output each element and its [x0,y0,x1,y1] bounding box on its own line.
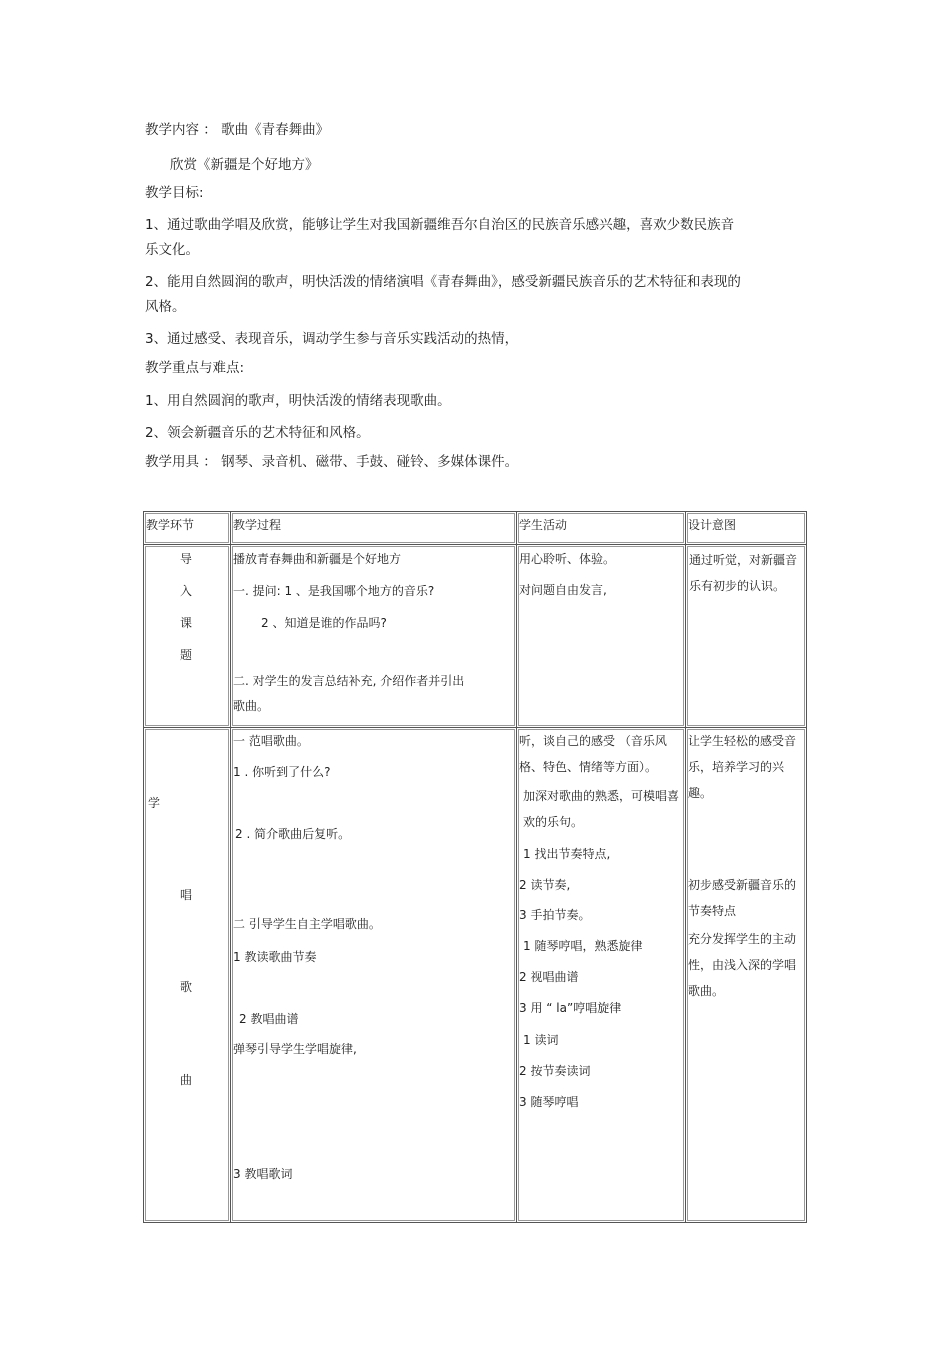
row1-stage-char: 导 [180,552,193,566]
lesson-table [143,511,807,1223]
row2-process-line: 2 . 简介歌曲后复听。 [235,827,351,841]
row1-activity-line: 用心聆听、体验。 [519,552,616,566]
row2-activity-line: 1 读词 [523,1033,559,1047]
row1-activity-line: 对问题自由发言, [519,583,607,597]
row2-stage-cell [143,727,231,1223]
row2-activity-line: 2 读节奏, [519,878,571,892]
row1-process-line: 播放青春舞曲和新疆是个好地方 [233,552,402,566]
row1-intent-text: 通过听觉，对新疆音乐有初步的认识。 [689,553,798,593]
row1-process-line: 一. 提问: 1 、是我国哪个地方的音乐? [233,584,435,598]
keypoint-2: 2、领会新疆音乐的艺术特征和风格。 [145,425,370,441]
row2-activity-cell [516,727,686,1223]
header-intent-label: 设计意图 [688,518,737,532]
keypoints-title: 教学重点与难点: [145,360,245,376]
row2-intent-text: 让学生轻松的感受音乐，培养学习的兴趣。 [688,734,797,800]
header-cell-intent [685,511,807,545]
row2-process-line: 1 . 你听到了什么? [233,765,331,779]
header-stage-label: 教学环节 [146,518,195,532]
header-activity-label: 学生活动 [519,518,568,532]
keypoint-1: 1、用自然圆润的歌声，明快活泼的情绪表现歌曲。 [145,393,451,409]
row2-process-line: 弹琴引导学生学唱旋律, [233,1042,357,1056]
row2-process-line: 二 引导学生自主学唱歌曲。 [233,917,381,931]
row2-stage-char: 唱 [180,888,193,902]
row2-intent-text: 初步感受新疆音乐的节奏特点 [688,878,797,918]
row1-stage-char: 入 [180,584,193,598]
objective-3: 3、通过感受、表现音乐，调动学生参与音乐实践活动的热情， [145,331,519,347]
content-line: 教学内容 ： 歌曲《青春舞曲》 [145,122,330,138]
row2-activity-line: 听，谈自己的感受 （音乐风格、特色、情绪等方面）。 [519,734,667,774]
objective-2: 2、能用自然圆润的歌声，明快活泼的情绪演唱《青春舞曲》，感受新疆民族音乐的艺术特征和表现的风格。 [145,274,741,315]
row2-intent-text: 充分发挥学生的主动性，由浅入深的学唱歌曲。 [688,932,797,998]
row2-process-line: 3 教唱歌词 [233,1167,293,1181]
row1-stage-char: 课 [180,616,193,630]
row2-process-line: 1 教读歌曲节奏 [233,950,317,964]
row2-activity-line: 1 随琴哼唱，熟悉旋律 [523,939,643,953]
row2-process-cell [230,727,517,1223]
objectives-title: 教学目标: [145,185,204,201]
row1-stage-char: 题 [180,648,193,662]
row1-activity-cell [516,544,686,728]
row2-activity-line: 3 手拍节奏。 [519,908,591,922]
row2-intent-cell [685,727,807,1223]
row2-activity-line: 1 找出节奏特点, [523,847,611,861]
row1-process-cell [230,544,517,728]
objective-1: 1、通过歌曲学唱及欣赏，能够让学生对我国新疆维吾尔自治区的民族音乐感兴趣，喜欢少数民族音乐文化。 [145,217,735,258]
row2-activity-line: 2 按节奏读词 [519,1064,591,1078]
row1-intent-cell [685,544,807,728]
appreciation-line: 欣赏《新疆是个好地方》 [170,157,319,173]
row2-activity-line: 3 随琴哼唱 [519,1095,579,1109]
row2-process-line: 2 教唱曲谱 [239,1012,299,1026]
header-cell-stage [143,511,231,545]
row1-process-line: 2 、知道是谁的作品吗? [261,616,387,630]
row2-activity-line: 3 用 “ la”哼唱旋律 [519,1001,622,1015]
row2-activity-line: 加深对歌曲的熟悉，可模唱喜欢的乐句。 [523,789,680,829]
tools-line: 教学用具 ： 钢琴、录音机、磁带、手鼓、碰铃、多媒体课件。 [145,454,519,470]
row2-activity-line: 2 视唱曲谱 [519,970,579,984]
row1-process-line: 歌曲。 [233,699,270,713]
row1-process-line: 二. 对学生的发言总结补充, 介绍作者并引出 [233,674,465,688]
header-cell-process [230,511,517,545]
header-cell-activity [516,511,686,545]
header-process-label: 教学过程 [233,518,282,532]
row2-stage-char: 学 [148,796,161,810]
row2-process-line: 一 范唱歌曲。 [233,734,309,748]
row2-stage-char: 歌 [180,980,193,994]
row1-stage-cell [143,544,231,728]
row2-stage-char: 曲 [180,1073,193,1087]
